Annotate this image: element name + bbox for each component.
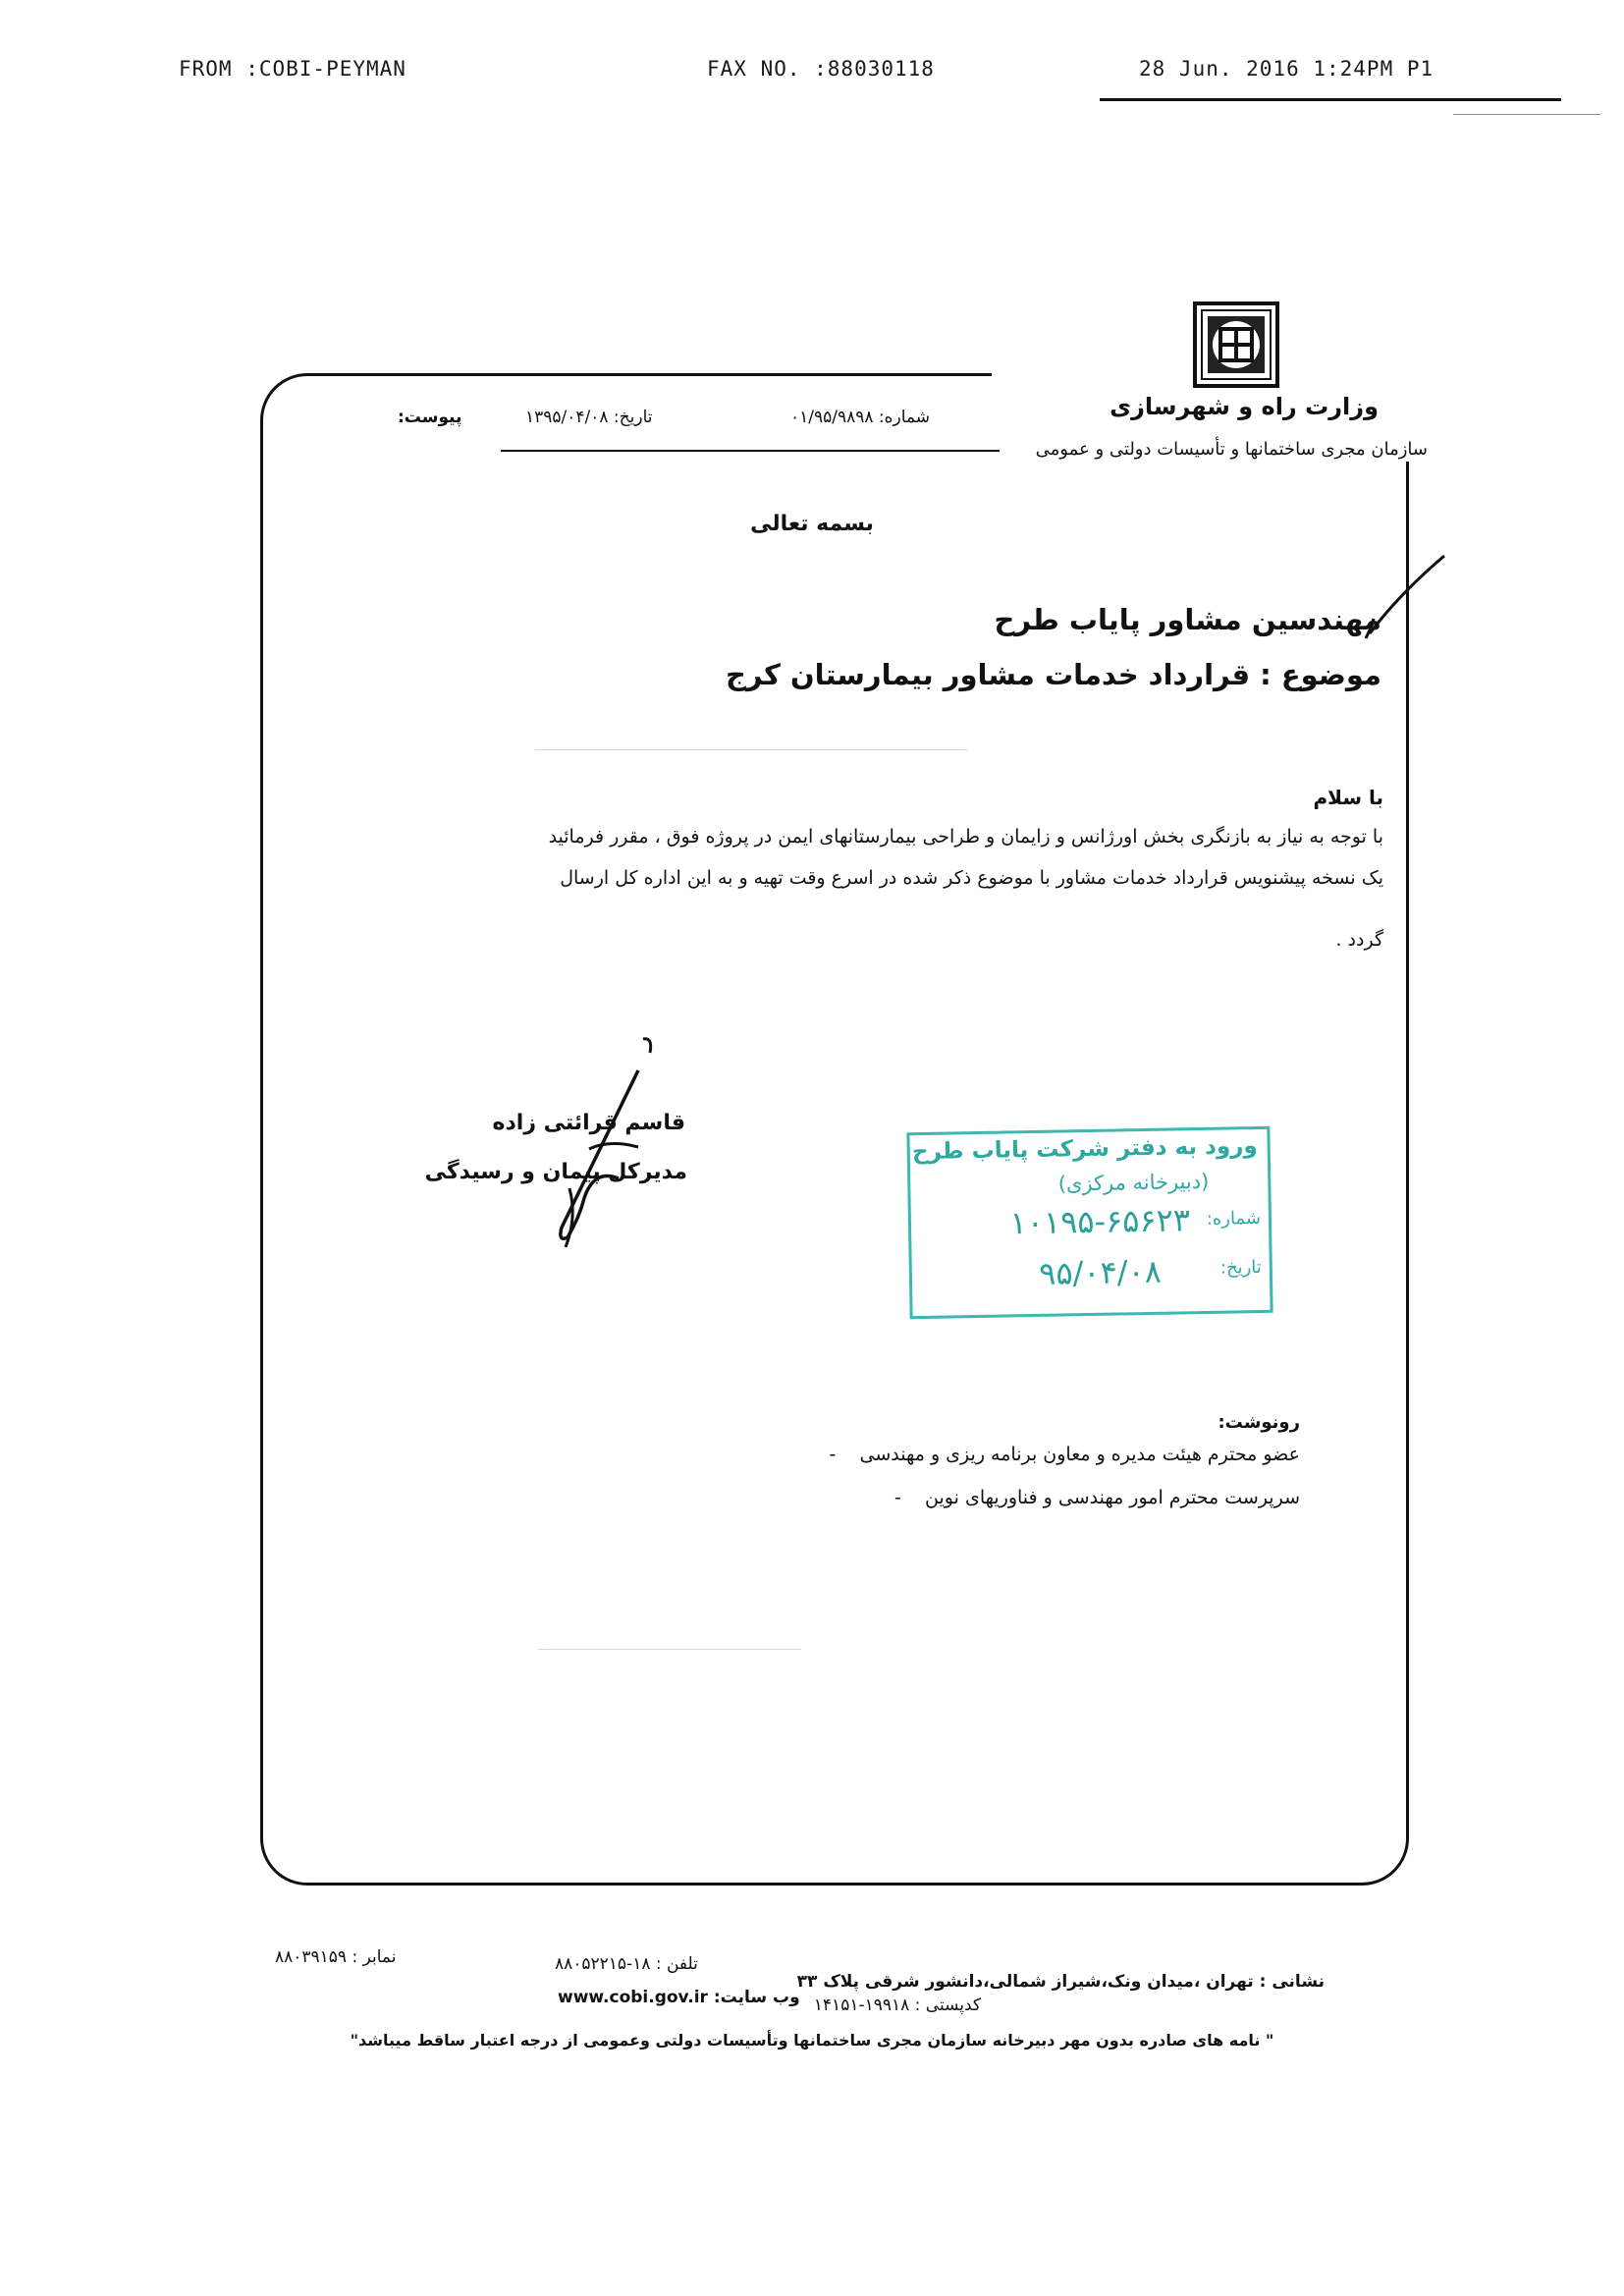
fax-header-rule — [1100, 98, 1561, 101]
recipient: مهندسین مشاور پایاب طرح — [994, 603, 1381, 636]
stamp-subtitle: (دبیرخانه مرکزی) — [1057, 1169, 1210, 1196]
organization-name: سازمان مجری ساختمانها و تأسیسات دولتی و عمومی — [1035, 439, 1428, 460]
check-mark-icon — [1360, 550, 1458, 648]
stamp-number-label: شماره: — [1206, 1207, 1262, 1230]
ministry-name: وزارت راه و شهرسازی — [1110, 393, 1379, 420]
copy-item-1: عضو محترم هیئت مدیره و معاون برنامه ریزی و مهندسی - — [829, 1444, 1300, 1465]
letter-date: تاریخ: ۱۳۹۵/۰۴/۰۸ — [525, 408, 653, 427]
ministry-logo-icon — [1192, 301, 1280, 389]
stamp-date-value: ۹۵/۰۴/۰۸ — [1038, 1252, 1163, 1292]
fax-date-time: 28 Jun. 2016 1:24PM P1 — [1139, 57, 1435, 81]
faint-divider-2 — [538, 1649, 801, 1650]
signatory-name: قاسم قرائتی زاده — [492, 1111, 685, 1135]
receipt-stamp — [906, 1126, 1272, 1319]
footer-fax: نمابر : ۸۸۰۳۹۱۵۹ — [275, 1947, 397, 1967]
copy-item-2: سرپرست محترم امور مهندسی و فناوریهای نوین - — [894, 1487, 1300, 1508]
footer-address: نشانی : تهران ،میدان ونک،شیراز شمالی،دانشور شرقی پلاک ۳۳ — [796, 1972, 1325, 1992]
copies-label: رونوشت: — [1218, 1412, 1300, 1433]
footer-phone: تلفن : ۱۸-۸۸۰۵۲۲۱۵ — [555, 1954, 698, 1974]
faint-divider — [535, 749, 967, 750]
body-line-2: یک نسخه پیشنویس قرارداد خدمات مشاور با موضوع ذکر شده در اسرع وقت تهیه و به این اداره کل ارسال — [560, 867, 1383, 889]
bismillah-heading: بسمه تعالی — [750, 512, 874, 536]
stamp-title: ورود به دفتر شرکت پایاب طرح — [911, 1133, 1258, 1166]
fax-from: FROM :COBI-PEYMAN — [179, 57, 406, 81]
letter-attachment: پیوست: — [398, 408, 462, 427]
fax-number: FAX NO. :88030118 — [707, 57, 935, 81]
fax-edge-line — [1453, 114, 1600, 115]
footer-notice: " نامه های صادره بدون مهر دبیرخانه سازمان مجری ساختمانها وتأسیسات دولتی وعمومی از درجه اعتبار ساقط میباشد" — [350, 2031, 1274, 2050]
footer-website[interactable]: وب سایت: www.cobi.gov.ir — [558, 1988, 800, 2007]
subject: موضوع : قرارداد خدمات مشاور بیمارستان کرج — [726, 658, 1381, 691]
body-line-1: با توجه به نیاز به بازنگری بخش اورژانس و زایمان و طراحی بیمارستانهای ایمن در پروژه فوق ، مقرر فرمائید — [548, 826, 1383, 847]
greeting: با سلام — [1313, 786, 1383, 809]
letterhead-rule — [501, 450, 1000, 452]
letter-number: شماره: ۰۱/۹۵/۹۸۹۸ — [790, 408, 931, 427]
signatory-title: مدیرکل پیمان و رسیدگی — [424, 1160, 687, 1184]
footer-postal-code: کدپستی : ۱۹۹۱۸-۱۴۱۵۱ — [813, 1995, 981, 2015]
stamp-date-label: تاریخ: — [1219, 1256, 1263, 1279]
stamp-number-value: ۱۰۱۹۵-۶۵۶۲۳ — [1009, 1201, 1191, 1242]
body-line-3: گردد . — [1335, 929, 1383, 951]
handwritten-signature — [471, 1031, 687, 1257]
